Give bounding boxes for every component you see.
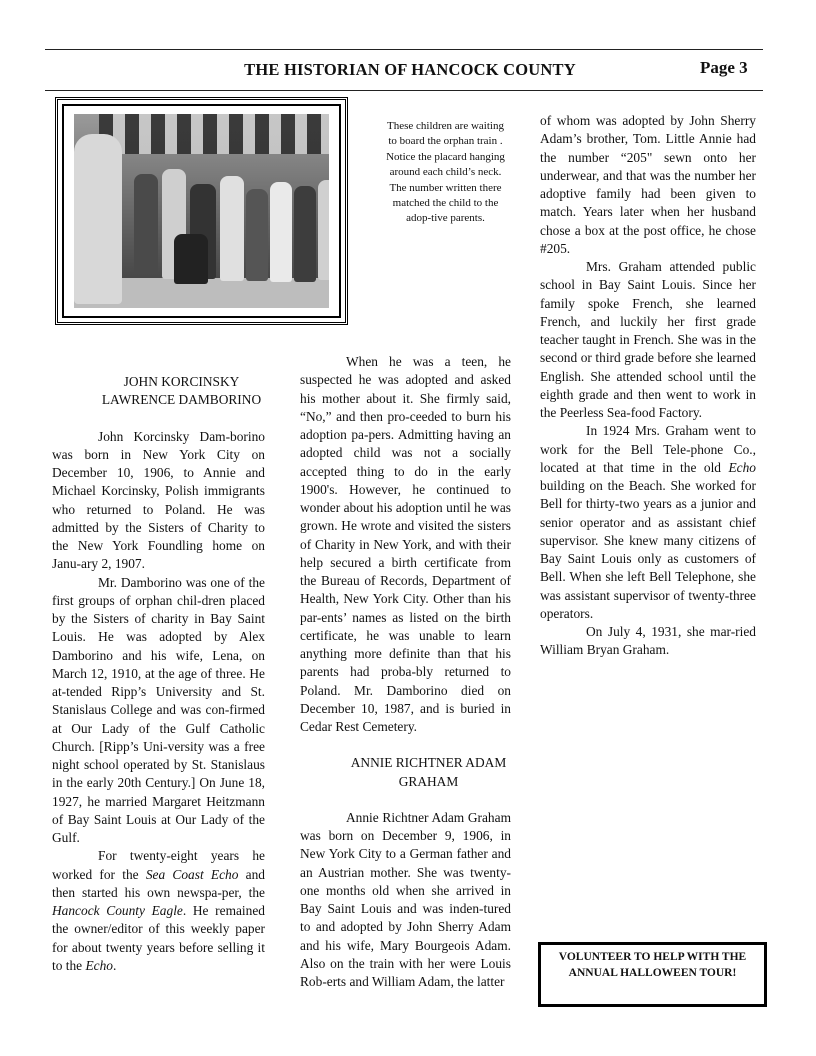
article1-paragraph-3: For twenty-eight years he worked for the Sea Coast Echo and then started his own newspa-per, the Hancock County Eagle. He remained the owner/editor of this weekly paper for about twenty years before selling it to the Echo.: [52, 848, 265, 973]
article-heading-graham: GRAHAM: [398, 773, 459, 789]
article1-paragraph-2: Mr. Damborino was one of the first groups of orphan chil-dren placed by the Sisters of charity in Bay Saint Louis. He was adopted by Alex Damborino and his wife, Lena, on March 12, 1910, at the age of three. He at-tended Ripp’s University and St. Stanislaus College and was con-firmed at Our Lady of the Gulf Catholic Church. [Ripp’s Uni-versity was a free night school operated by St. Stanislaus in the early 20th Century.] On June 18, 1927, he married Margaret Heitzmann of Bay Saint Louis at Our Lady of the Gulf.: [52, 574, 265, 845]
photo-caption: These children are waiting to board the orphan train . Notice the placard hanging around each child’s neck. The number written there matched the child to the adop-tive parents.: [386, 120, 505, 225]
article-heading-korcinsky: JOHN KORCINSKY: [123, 374, 240, 389]
article-heading-damborino: LAWRENCE DAMBORINO: [101, 392, 262, 408]
article1-paragraph-4: When he was a teen, he suspected he was adopted and asked his mother about it. She firmly said, “No,” and then pro-ceeded to burn his adoption pa-pers. Admitting having an adopted child was not a socially accepted thing to do in the early 1900's. However, he continued to wonder about his adoption until he was grown. He wrote and visited the sisters of Charity in New York, and with their help secured a birth certificate from the Bureau of Records, Department of Health, New York City. Other than his par-ents’ names as listed on the birth certificate, he was unable to learn anything more definite than that his parents had proba-bly returned to Poland. Mr. Damborino died on December 10, 1987, and is buried in Cedar Rest Cemetery.: [300, 354, 511, 734]
article-heading-annie: ANNIE RICHTNER ADAM: [350, 755, 507, 771]
column-2: [300, 353, 511, 991]
page-number: Page 3: [700, 58, 748, 77]
article2-paragraph-1-continued: of whom was adopted by John Sherry Adam’s brother, Tom. Little Annie had the number “205" sewn onto her underwear, and that was the number her adoptive family had been given to match. Years later when her husband chose a box at the post office, he chose #205.: [540, 113, 756, 256]
column-3: [540, 112, 756, 660]
newsletter-title: THE HISTORIAN OF HANCOCK COUNTY: [244, 60, 576, 79]
article2-paragraph-1: Annie Richtner Adam Graham was born on December 9, 1906, in New York City to a German father and an Austrian mother. She was twenty-one months old when she arrived in Bay Saint Louis and was inden-tured to and adopted by John Sherry Adam and his wife, Mary Bourgeois Adam. Also on the train with her were Louis Rob-erts and William Adam, the latter: [300, 809, 511, 989]
photo-frame: [55, 97, 348, 325]
article2-paragraph-4: On July 4, 1931, she mar-ried William Bryan Graham.: [540, 624, 756, 658]
orphan-train-photo: [74, 114, 329, 308]
volunteer-callout-box: VOLUNTEER TO HELP WITH THE ANNUAL HALLOWEEN TOUR!: [538, 942, 767, 1007]
header-top-rule: [45, 49, 763, 50]
header-bottom-rule: [45, 90, 763, 91]
article2-paragraph-2: Mrs. Graham attended public school in Bay Saint Louis. Since her family spoke French, she learned French, and luckily her first grade teacher taught in French. She was in the second or third grade before she learned English. She attended school until the eighth grade and then went to work in the Peerless Sea-food Factory.: [540, 259, 756, 420]
article1-paragraph-1: John Korcinsky Dam-borino was born in New York City on December 10, 1906, to Annie and Michael Korcinsky, Polish immigrants who returned to Poland. He was admitted by the Sisters of Charity to the New York Foundling home on Janu-ary 2, 1907.: [52, 428, 265, 572]
column-1: [52, 373, 265, 975]
article2-paragraph-3: In 1924 Mrs. Graham went to work for the Bell Tele-phone Co., located at that time in the old Echo building on the Beach. She worked for Bell for thirty-two years as a junior and senior operator and as assistant chief supervisor. She knew many citizens of Bay Saint Louis only as customers of Bell. When she left Bell Telephone, she was assistant supervisor of twenty-three operators.: [540, 423, 756, 621]
